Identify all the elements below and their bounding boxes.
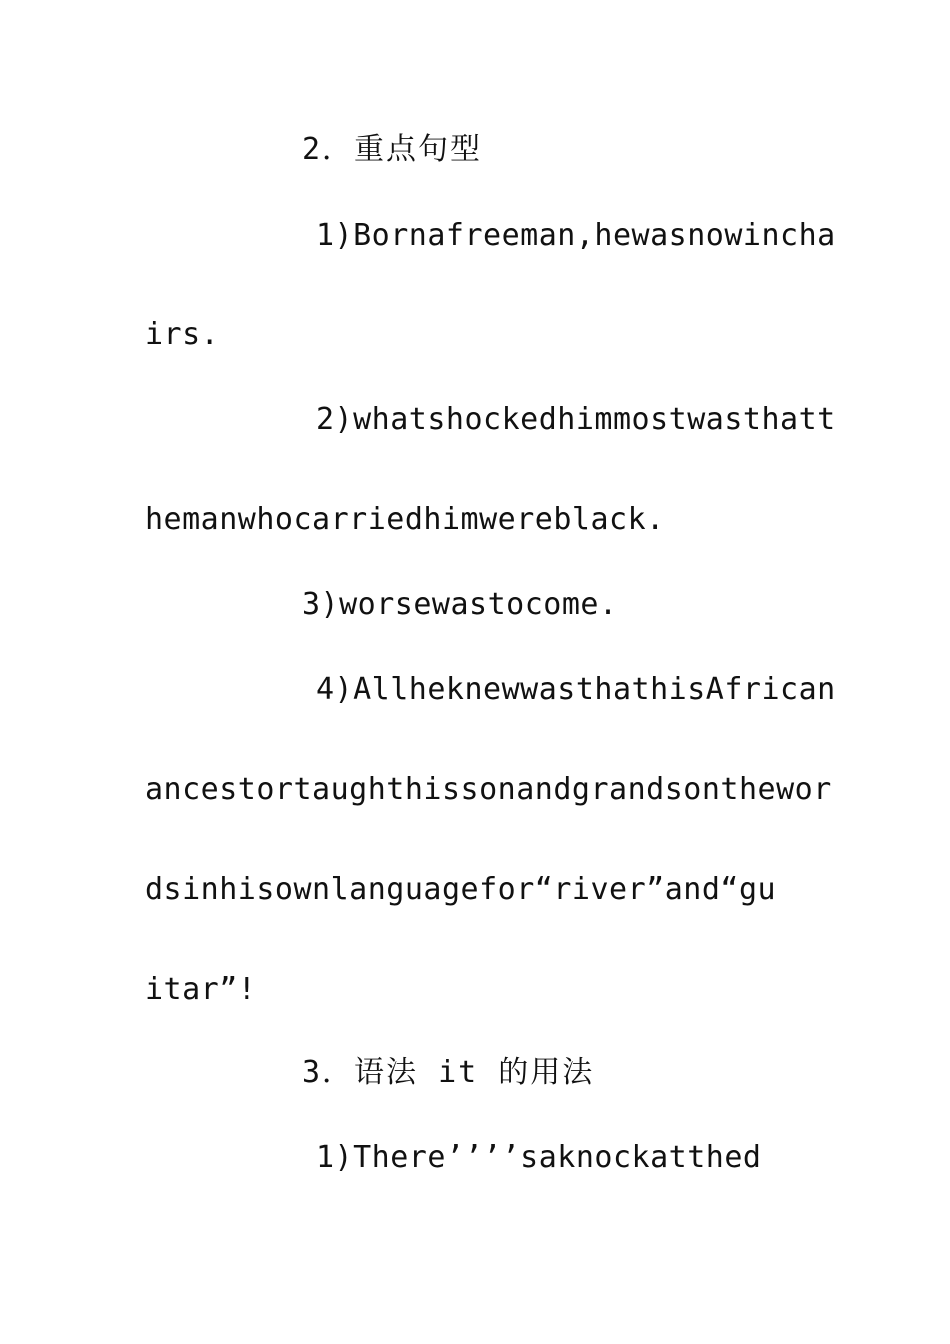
sentence-2-line-1: 2)whatshockedhimmostwasthatt [316,402,836,437]
section-heading-key-sentences: 2．重点句型 [302,132,483,167]
sentence-2-line-2: hemanwhocarriedhimwereblack. [145,502,665,537]
grammar-sentence-1-line-1: 1)There’’’’saknockatthed [316,1140,762,1175]
sentence-4-line-4: itar”! [145,972,257,1007]
sentence-3-line-1: 3)worsewastocome. [302,587,618,622]
sentence-4-line-3: dsinhisownlanguagefor“river”and“gu [145,872,777,907]
sentence-1-line-2: irs. [145,317,220,352]
sentence-1-line-1: 1)Bornafreeman,hewasnowincha [316,218,836,253]
sentence-4-line-2: ancestortaughthissonandgrandsonthewor [145,772,832,807]
section-heading-it-usage: 3．语法 it 的用法 [302,1055,595,1090]
sentence-4-line-1: 4)AllheknewwasthathisAfrican [316,672,836,707]
